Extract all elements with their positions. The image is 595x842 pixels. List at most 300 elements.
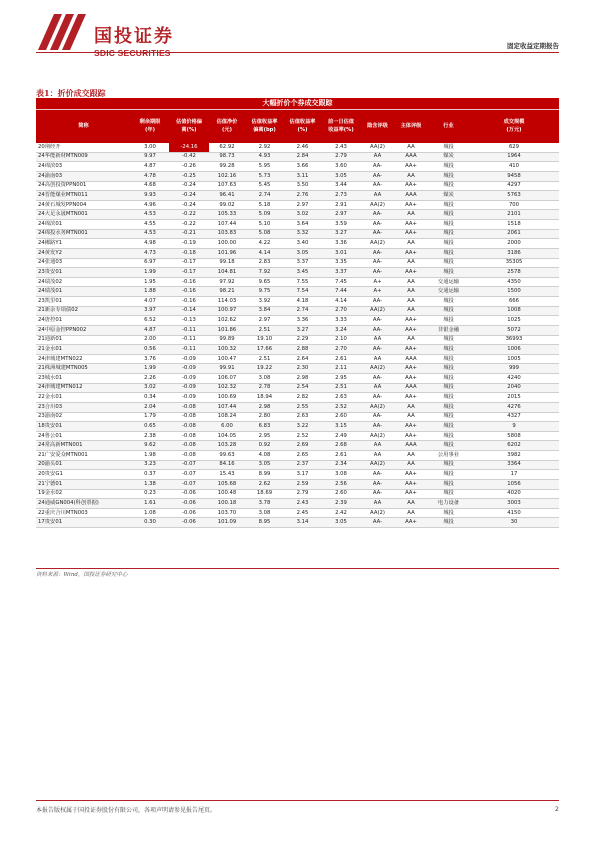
cell-yield: 2.37 [296, 461, 309, 468]
cell-industry: 城投 [443, 384, 454, 391]
table-row [36, 210, 559, 220]
cell-implied-rating: AA- [372, 259, 383, 266]
cell-implied-rating: AA(2) [370, 509, 385, 516]
cell-bond-name: 17贵安01 [38, 519, 63, 526]
cell-bond-name: 24绵滨01 [38, 220, 63, 227]
cell-remaining-term: 4.87 [144, 326, 156, 333]
cell-implied-rating: AA [373, 499, 382, 506]
cell-remaining-term: 1.79 [144, 413, 156, 420]
table-row [36, 345, 559, 355]
cell-clean-price: 100.47 [217, 355, 237, 362]
cell-remaining-term: 2.26 [144, 374, 156, 381]
cell-yield-deviation: 19.10 [256, 336, 273, 343]
cell-implied-rating: AA- [372, 182, 383, 189]
cell-implied-rating: AA- [372, 317, 383, 324]
cell-bond-name: 24黄发Y2 [38, 249, 62, 256]
cell-industry: 城投 [443, 163, 454, 170]
column-header-prev-yield: 前一日估值 收益率(%) [328, 119, 354, 133]
column-header-yield-deviation: 估值收益率 偏离(bp) [251, 119, 278, 133]
cell-trade-volume: 666 [508, 297, 520, 304]
cell-prev-yield: 2.95 [335, 374, 347, 381]
cell-yield-deviation: 3.05 [258, 461, 271, 468]
table-row [36, 230, 559, 240]
cell-clean-price: 6.00 [221, 422, 233, 429]
cell-industry: 城投 [443, 172, 454, 179]
cell-clean-price: 100.48 [217, 490, 237, 497]
cell-yield: 4.18 [296, 297, 309, 304]
cell-trade-volume: 5763 [507, 191, 521, 198]
cell-price-deviation: -0.16 [182, 278, 196, 285]
cell-prev-yield: 2.60 [335, 413, 347, 420]
cell-price-deviation: -0.08 [182, 432, 196, 439]
cell-yield-deviation: 5.09 [258, 211, 271, 218]
cell-price-deviation: -0.42 [182, 153, 196, 160]
table-row [36, 384, 559, 394]
cell-price-deviation: -0.08 [182, 403, 196, 410]
report-type: 固定收益定期报告 [507, 42, 559, 50]
table-row [36, 220, 559, 230]
cell-clean-price: 101.09 [217, 519, 237, 526]
cell-industry: 城投 [443, 509, 454, 516]
cell-issuer-rating: AA [407, 336, 415, 343]
cell-prev-yield: 2.56 [335, 480, 347, 487]
cell-industry: 城投 [443, 259, 454, 266]
cell-industry: 公用事业 [437, 451, 460, 458]
cell-price-deviation: -0.09 [182, 374, 196, 381]
cell-industry: 城投 [443, 230, 454, 237]
cell-issuer-rating: AA+ [405, 249, 417, 256]
cell-trade-volume: 9458 [507, 172, 521, 179]
cell-industry: 城投 [443, 297, 454, 304]
cell-yield-deviation: 2.97 [258, 317, 271, 324]
cell-price-deviation: -0.26 [182, 163, 196, 170]
cell-yield-deviation: 2.83 [258, 259, 271, 266]
cell-implied-rating: AA- [372, 220, 383, 227]
table-bottom-divider [36, 568, 559, 569]
cell-yield-deviation: 3.78 [258, 499, 271, 506]
cell-implied-rating: AA- [372, 490, 383, 497]
cell-remaining-term: 0.34 [144, 394, 156, 401]
table-row [36, 432, 559, 442]
cell-clean-price: 105.68 [217, 480, 237, 487]
cell-bond-name: 24中原金控PPN002 [38, 326, 87, 333]
cell-prev-yield: 2.11 [335, 365, 347, 372]
cell-prev-yield: 2.60 [335, 490, 347, 497]
cell-bond-name: 23合川03 [38, 403, 63, 410]
table-row [36, 355, 559, 365]
table-row [36, 307, 559, 317]
cell-issuer-rating: AAA [405, 442, 417, 449]
cell-remaining-term: 2.38 [144, 432, 156, 439]
table-title: 表1：折价成交跟踪 [36, 88, 106, 98]
table-row [36, 259, 559, 269]
table-row [36, 268, 559, 278]
cell-trade-volume: 36993 [505, 336, 523, 343]
cell-trade-volume: 2061 [507, 230, 521, 237]
cell-trade-volume: 4150 [507, 509, 521, 516]
cell-bond-name: 24津城建MTN022 [38, 355, 83, 362]
discount-trade-table [36, 98, 559, 528]
cell-clean-price: 99.63 [219, 451, 235, 458]
cell-bond-name: 24常高新MTN001 [38, 442, 83, 449]
cell-industry: 城投 [443, 220, 454, 227]
column-header-clean-price: 估值净价 (元) [216, 119, 238, 133]
column-header-yield: 估值收益率 (%) [289, 119, 316, 133]
cell-issuer-rating: AA+ [405, 480, 417, 487]
cell-remaining-term: 1.38 [144, 480, 156, 487]
cell-trade-volume: 1006 [507, 345, 521, 352]
cell-yield: 3.36 [296, 317, 309, 324]
cell-trade-volume: 3982 [507, 451, 521, 458]
cell-yield: 2.46 [296, 143, 309, 150]
cell-prev-yield: 3.01 [335, 249, 347, 256]
cell-implied-rating: AA(2) [370, 307, 385, 314]
cell-issuer-rating: AAA [405, 191, 417, 198]
table-row [36, 490, 559, 500]
table-row [36, 336, 559, 346]
cell-remaining-term: 4.73 [144, 249, 156, 256]
cell-issuer-rating: AA [407, 413, 415, 420]
table-row [36, 393, 559, 403]
cell-yield: 2.29 [296, 336, 309, 343]
cell-implied-rating: AA [373, 442, 382, 449]
column-header-implied-rating: 隐含评级 [367, 122, 388, 129]
cell-price-deviation: -0.24 [182, 191, 196, 198]
cell-price-deviation: -0.24 [182, 182, 196, 189]
cell-remaining-term: 3.23 [144, 461, 156, 468]
cell-price-deviation: -0.06 [182, 509, 196, 516]
cell-price-deviation: -0.11 [182, 326, 196, 333]
cell-industry: 城投 [443, 403, 454, 410]
cell-industry: 城投 [443, 422, 454, 429]
cell-yield: 2.74 [296, 307, 309, 314]
cell-trade-volume: 1005 [507, 355, 521, 362]
cell-clean-price: 103.70 [217, 509, 237, 516]
table-row [36, 413, 559, 423]
cell-yield-deviation: 4.93 [258, 153, 271, 160]
cell-yield-deviation: 4.08 [258, 451, 271, 458]
cell-trade-volume: 4297 [507, 182, 521, 189]
cell-bond-name: 24津城建MTN012 [38, 384, 83, 391]
cell-prev-yield: 3.36 [335, 240, 347, 247]
cell-industry: 城投 [443, 519, 454, 526]
cell-clean-price: 15.43 [219, 471, 235, 478]
cell-implied-rating: AA- [372, 394, 383, 401]
cell-issuer-rating: AA+ [405, 471, 417, 478]
cell-remaining-term: 1.88 [144, 288, 156, 295]
cell-issuer-rating: AA+ [405, 201, 417, 208]
cell-implied-rating: A+ [373, 288, 382, 295]
cell-bond-name: 23贵安01 [38, 268, 63, 275]
cell-yield-deviation: 2.51 [258, 326, 271, 333]
cell-remaining-term: 1.99 [144, 268, 156, 275]
cell-clean-price: 100.69 [217, 394, 237, 401]
cell-bond-name: 20渝头01 [38, 461, 63, 468]
cell-bond-name: 24渝南03 [38, 172, 63, 179]
cell-prev-yield: 2.52 [335, 403, 347, 410]
cell-yield-deviation: 18.69 [256, 490, 273, 497]
cell-clean-price: 99.02 [219, 201, 235, 208]
cell-remaining-term: 1.61 [144, 499, 156, 506]
cell-issuer-rating: AA [407, 499, 415, 506]
cell-price-deviation: -0.24 [182, 201, 196, 208]
cell-yield-deviation: 2.80 [258, 413, 271, 420]
cell-trade-volume: 5808 [507, 432, 521, 439]
cell-prev-yield: 2.70 [335, 307, 347, 314]
cell-yield-deviation: 3.84 [258, 307, 271, 314]
cell-remaining-term: 1.08 [144, 509, 156, 516]
table-body [36, 143, 559, 528]
cell-issuer-rating: AAA [405, 153, 417, 160]
cell-trade-volume: 4327 [507, 413, 521, 420]
cell-clean-price: 103.28 [217, 442, 237, 449]
cell-price-deviation: -0.22 [182, 220, 196, 227]
cell-trade-volume: 17 [510, 471, 518, 478]
cell-yield: 2.98 [296, 374, 309, 381]
cell-issuer-rating: AA+ [405, 326, 417, 333]
cell-implied-rating: AA(2) [370, 143, 385, 150]
cell-price-deviation: -0.17 [182, 259, 196, 266]
cell-trade-volume: 9 [512, 422, 516, 429]
cell-price-deviation: -0.18 [182, 249, 196, 256]
cell-prev-yield: 3.24 [335, 326, 347, 333]
table-row [36, 278, 559, 288]
cell-implied-rating: AA(2) [370, 365, 385, 372]
cell-remaining-term: 3.97 [144, 307, 156, 314]
table-row [36, 287, 559, 297]
cell-yield-deviation: 2.98 [258, 403, 271, 410]
cell-bond-name: 24晋能煤业MTN011 [38, 191, 88, 198]
cell-issuer-rating: AA [407, 211, 415, 218]
cell-bond-name: 24郴路Y1 [38, 240, 62, 247]
cell-implied-rating: AA(2) [370, 403, 385, 410]
table-row [36, 239, 559, 249]
cell-implied-rating: AA- [372, 326, 383, 333]
cell-yield: 3.64 [296, 220, 309, 227]
cell-bond-name: 20贵安G1 [38, 471, 63, 478]
cell-trade-volume: 700 [508, 201, 520, 208]
cell-industry: 城投 [443, 432, 454, 439]
cell-prev-yield: 2.79 [335, 153, 347, 160]
cell-prev-yield: 2.91 [335, 201, 347, 208]
cell-industry: 城投 [443, 201, 454, 208]
cell-remaining-term: 1.95 [144, 278, 156, 285]
cell-clean-price: 96.41 [219, 191, 235, 198]
cell-remaining-term: 3.00 [144, 143, 156, 150]
cell-yield: 3.37 [296, 259, 309, 266]
cell-bond-name: 23凯里01 [38, 297, 63, 304]
cell-clean-price: 107.44 [217, 403, 237, 410]
cell-issuer-rating: AA+ [405, 182, 417, 189]
cell-implied-rating: AA [373, 384, 382, 391]
cell-prev-yield: 2.49 [335, 432, 347, 439]
cell-implied-rating: AA- [372, 480, 383, 487]
cell-trade-volume: 1056 [507, 480, 521, 487]
cell-issuer-rating: AA [407, 240, 415, 247]
cell-industry: 城投 [443, 413, 454, 420]
cell-trade-volume: 4020 [507, 490, 521, 497]
cell-clean-price: 99.28 [219, 163, 235, 170]
cell-clean-price: 108.24 [217, 413, 237, 420]
cell-industry: 城投 [443, 249, 454, 256]
cell-price-deviation: -0.06 [182, 499, 196, 506]
cell-industry: 城投 [443, 374, 454, 381]
cell-issuer-rating: AA+ [405, 374, 417, 381]
cell-remaining-term: 4.53 [144, 211, 156, 218]
cell-clean-price: 102.32 [217, 384, 237, 391]
cell-clean-price: 103.83 [217, 230, 237, 237]
cell-bond-name: 21宁德01 [38, 480, 63, 487]
cell-price-deviation: -0.22 [182, 211, 196, 218]
cell-industry: 交通运输 [437, 278, 460, 285]
cell-yield-deviation: 5.73 [258, 172, 271, 179]
page-number: 2 [554, 805, 559, 813]
cell-implied-rating: AA- [372, 163, 383, 170]
table-row [36, 374, 559, 384]
cell-bond-name: 22金水01 [38, 394, 63, 401]
cell-clean-price: 100.32 [217, 345, 237, 352]
cell-trade-volume: 4276 [507, 403, 521, 410]
cell-remaining-term: 4.68 [144, 182, 156, 189]
cell-clean-price: 106.07 [217, 374, 237, 381]
cell-clean-price: 99.91 [219, 365, 235, 372]
cell-trade-volume: 3364 [507, 461, 521, 468]
cell-prev-yield: 7.44 [335, 288, 347, 295]
table-row [36, 326, 559, 336]
cell-clean-price: 62.92 [219, 143, 235, 150]
cell-price-deviation: -0.06 [182, 490, 196, 497]
cell-yield: 2.64 [296, 355, 309, 362]
table-header [36, 109, 559, 143]
cell-issuer-rating: AA [407, 172, 415, 179]
cell-bond-name: 24高创投资PPN001 [38, 182, 87, 189]
cell-price-deviation: -0.16 [182, 297, 196, 304]
cell-implied-rating: AA- [372, 172, 383, 179]
cell-price-deviation: -0.19 [182, 240, 196, 247]
cell-implied-rating: AA- [372, 374, 383, 381]
cell-remaining-term: 2.00 [144, 336, 156, 343]
cell-yield: 2.88 [296, 345, 309, 352]
cell-yield: 2.55 [296, 403, 309, 410]
cell-bond-name: 24华能新材MTN009 [38, 153, 88, 160]
cell-issuer-rating: AA [407, 307, 415, 314]
cell-price-deviation: -0.17 [182, 268, 196, 275]
table-row [36, 470, 559, 480]
cell-implied-rating: AA [373, 191, 382, 198]
cell-bond-name: 24绵投水务MTN001 [38, 230, 88, 237]
cell-industry: 非银金融 [437, 326, 460, 333]
cell-trade-volume: 999 [508, 365, 520, 372]
cell-price-deviation: -0.25 [182, 172, 196, 179]
cell-prev-yield: 3.27 [335, 230, 347, 237]
cell-prev-yield: 3.37 [335, 268, 347, 275]
cell-yield: 2.63 [296, 413, 309, 420]
cell-remaining-term: 3.02 [144, 384, 156, 391]
table-row [36, 249, 559, 259]
cell-bond-name: 19金水02 [38, 490, 63, 497]
cell-yield-deviation: 3.08 [258, 509, 271, 516]
cell-yield: 2.84 [296, 153, 309, 160]
cell-trade-volume: 2040 [507, 384, 521, 391]
cell-implied-rating: AA- [372, 519, 383, 526]
cell-issuer-rating: AA+ [405, 317, 417, 324]
cell-prev-yield: 2.61 [335, 355, 347, 362]
cell-bond-name: 24通威GN004(科创票据) [38, 499, 99, 506]
cell-trade-volume: 410 [508, 163, 520, 170]
cell-prev-yield: 2.39 [335, 499, 347, 506]
cell-industry: 城投 [443, 471, 454, 478]
cell-implied-rating: AA [373, 355, 382, 362]
cell-clean-price: 101.86 [217, 326, 237, 333]
cell-remaining-term: 0.56 [144, 345, 156, 352]
cell-clean-price: 84.16 [219, 461, 235, 468]
cell-implied-rating: AA(2) [370, 432, 385, 439]
cell-industry: 城投 [443, 490, 454, 497]
cell-bond-name: 24黄石城发PPN004 [38, 201, 87, 208]
cell-industry: 城投 [443, 355, 454, 362]
cell-implied-rating: AA- [372, 230, 383, 237]
cell-trade-volume: 1025 [507, 317, 521, 324]
cell-issuer-rating: AA+ [405, 394, 417, 401]
footer-disclaimer: 本报告版权属于国投证券股份有限公司，各项声明请参见报告尾页。 [36, 807, 217, 814]
cell-industry: 煤炭 [443, 191, 454, 198]
logo-text-en: SDIC SECURITIES [94, 48, 171, 58]
cell-prev-yield: 2.43 [335, 143, 347, 150]
cell-price-deviation: -0.09 [182, 384, 196, 391]
cell-yield-deviation: 19.22 [256, 365, 273, 372]
cell-industry: 城投 [443, 442, 454, 449]
cell-yield: 2.69 [296, 442, 309, 449]
cell-clean-price: 102.16 [217, 172, 237, 179]
cell-prev-yield: 3.08 [335, 471, 347, 478]
table-row [36, 316, 559, 326]
cell-trade-volume: 1518 [507, 220, 521, 227]
cell-issuer-rating: AA+ [405, 345, 417, 352]
column-header-remaining-term: 剩余期限 (年) [139, 119, 161, 133]
cell-bond-name: 21株洲城建MTN005 [38, 365, 88, 372]
cell-trade-volume: 2578 [507, 268, 521, 275]
cell-yield-deviation: 8.99 [258, 471, 271, 478]
cell-industry: 城投 [443, 461, 454, 468]
logo-text-cn: 国投证券 [94, 26, 174, 47]
cell-price-deviation: -0.16 [182, 288, 196, 295]
cell-yield: 3.66 [296, 163, 309, 170]
cell-remaining-term: 4.98 [144, 240, 156, 247]
table-row [36, 499, 559, 509]
cell-issuer-rating: AA+ [405, 268, 417, 275]
cell-industry: 城投 [443, 365, 454, 372]
cell-clean-price: 105.33 [217, 211, 237, 218]
cell-remaining-term: 6.97 [144, 259, 156, 266]
cell-prev-yield: 2.73 [335, 191, 347, 198]
cell-bond-name: 20荆经开 [38, 143, 61, 150]
cell-issuer-rating: AA+ [405, 220, 417, 227]
cell-prev-yield: 2.70 [335, 345, 347, 352]
cell-prev-yield: 3.44 [335, 182, 347, 189]
cell-prev-yield: 2.10 [335, 336, 347, 343]
cell-industry: 城投 [443, 211, 454, 218]
table-row [36, 422, 559, 432]
column-header-trade-volume: 成交规模 (万元) [503, 119, 525, 133]
cell-issuer-rating: AA [407, 143, 415, 150]
cell-trade-volume: 2101 [507, 211, 521, 218]
cell-prev-yield: 2.63 [335, 394, 347, 401]
cell-remaining-term: 4.78 [144, 172, 156, 179]
cell-bond-name: 21新余专项债02 [38, 307, 78, 314]
table-row [36, 297, 559, 307]
cell-industry: 城投 [443, 268, 454, 275]
cell-yield: 3.11 [296, 172, 309, 179]
